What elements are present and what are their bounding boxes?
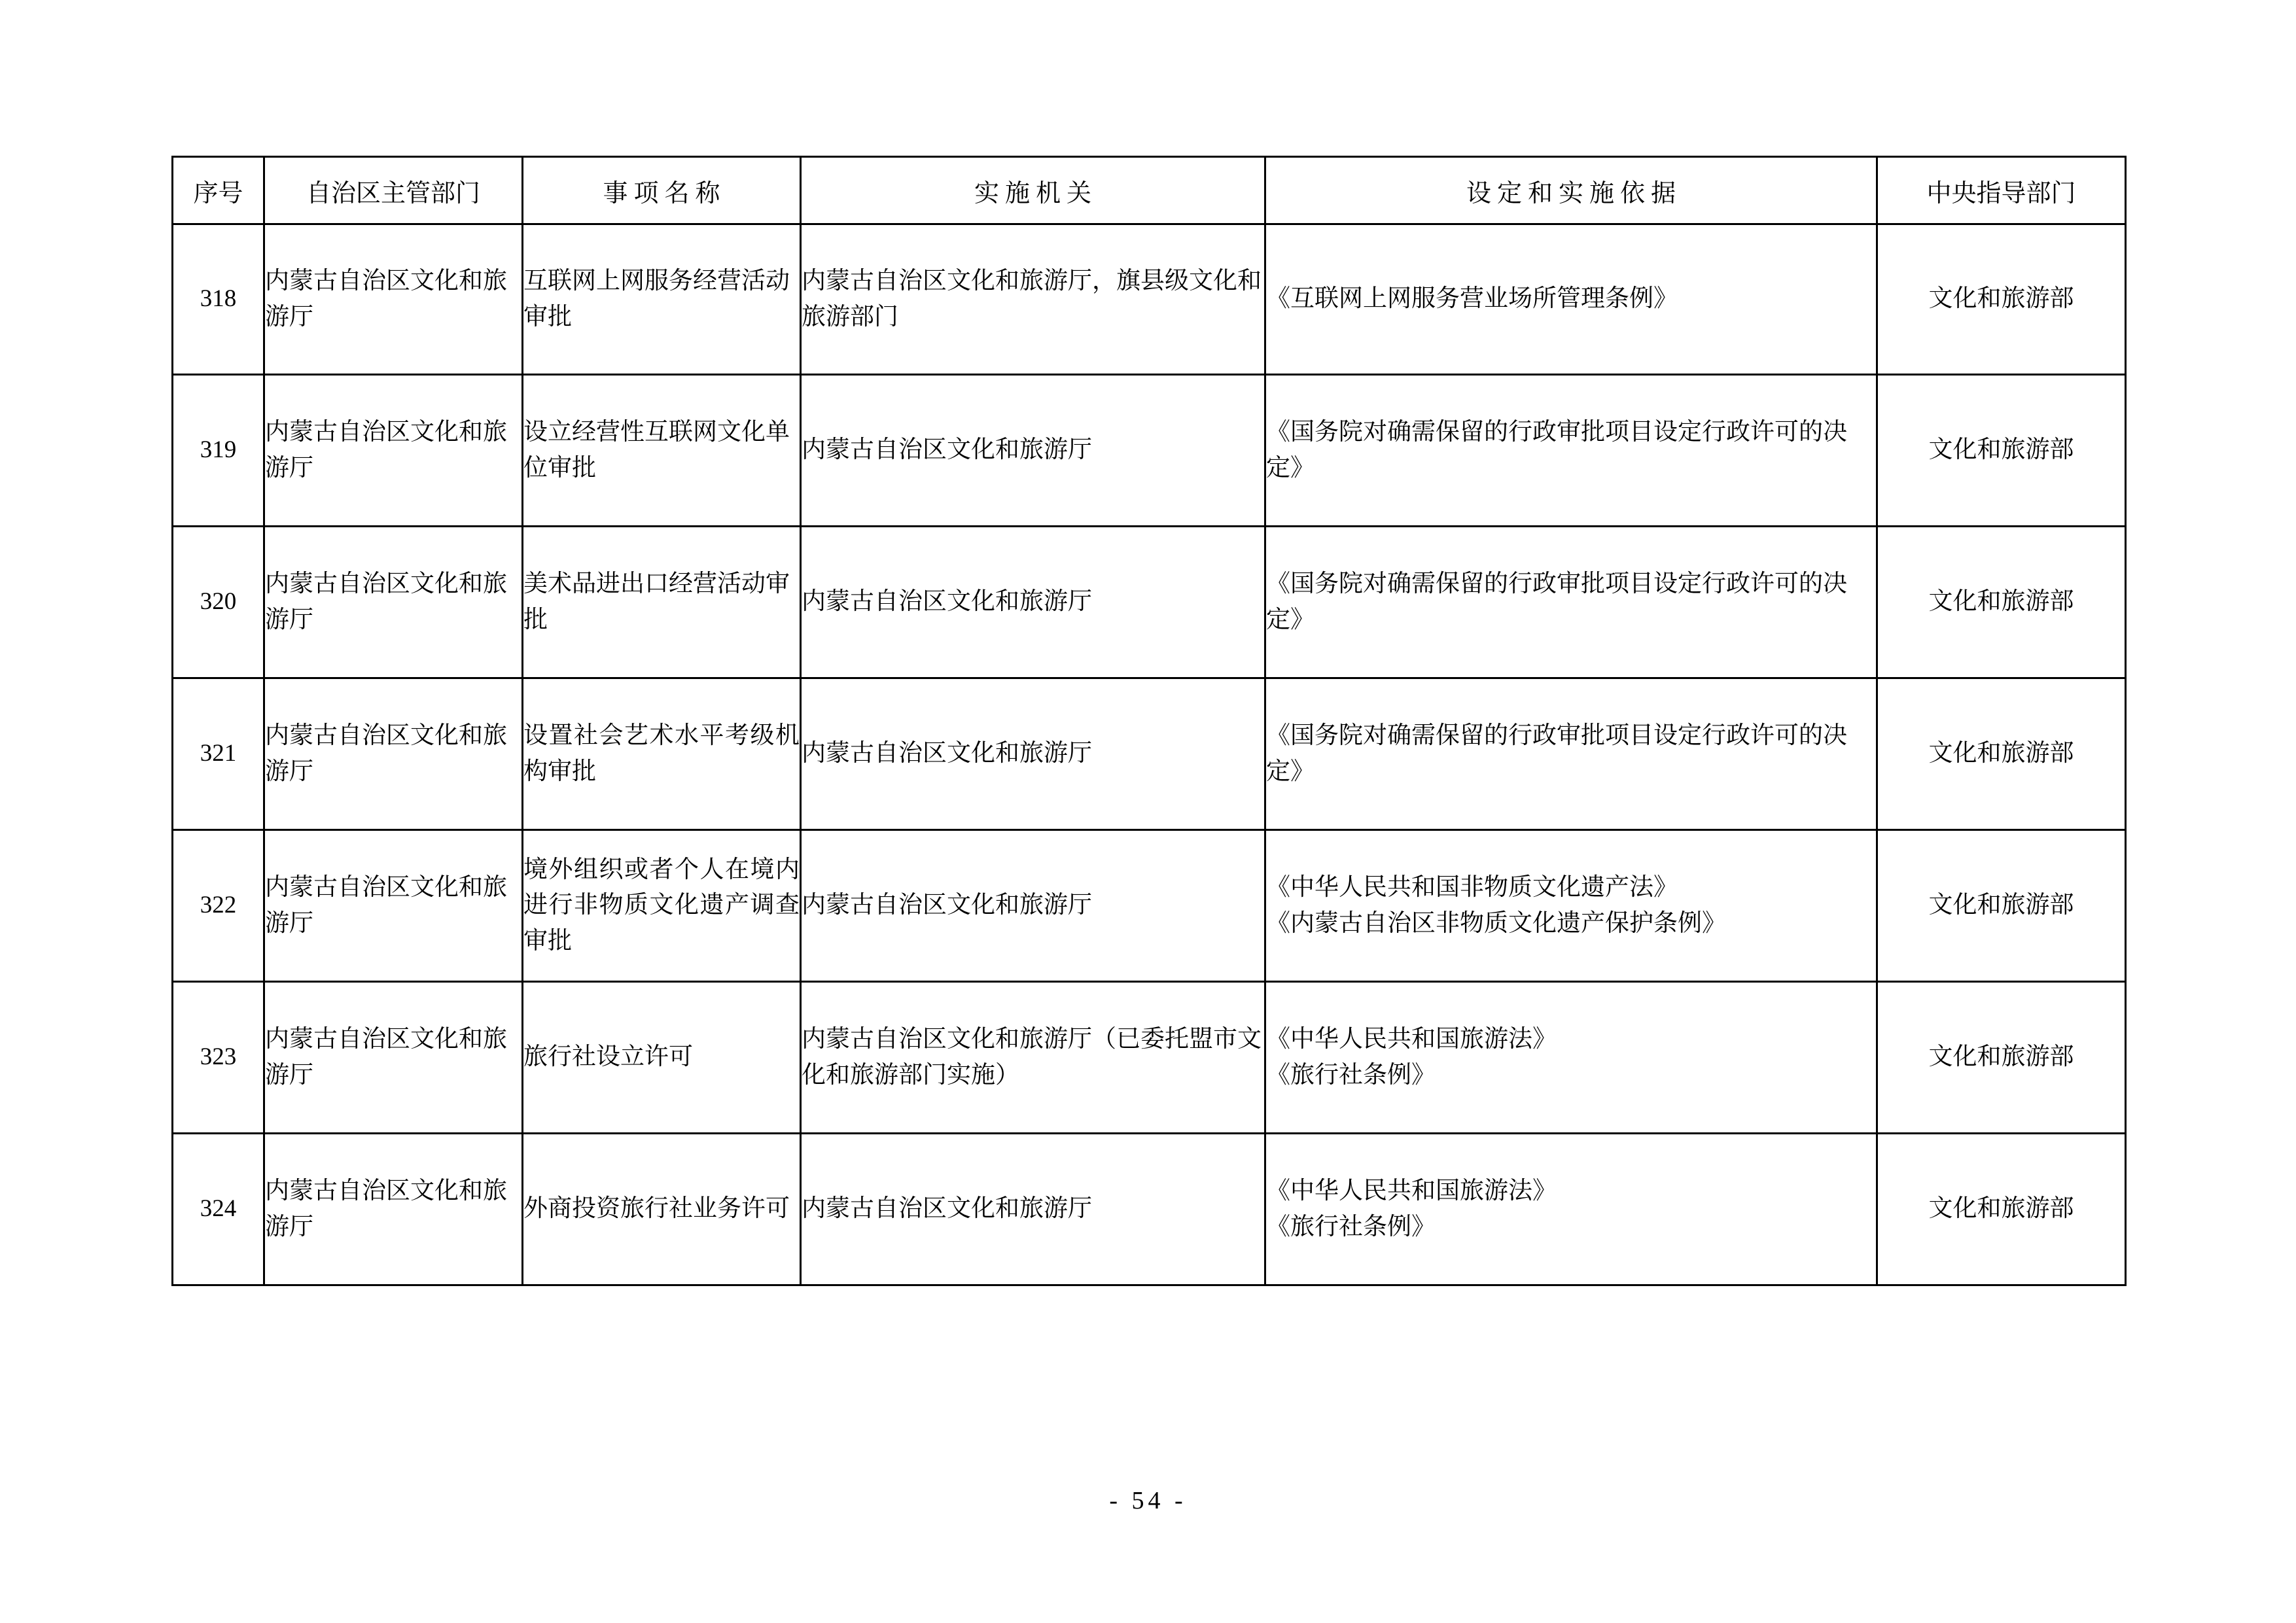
cell-item: 设立经营性互联网文化单位审批	[523, 375, 801, 527]
cell-dept: 内蒙古自治区文化和旅游厅	[264, 982, 523, 1134]
basis-line: 《内蒙古自治区非物质文化遗产保护条例》	[1266, 909, 1726, 937]
column-header-org: 实施机关	[801, 157, 1265, 224]
basis-line: 《中华人民共和国旅游法》	[1266, 1026, 1557, 1053]
cell-basis	[1265, 982, 1877, 1134]
page-number: - 54 -	[1109, 1487, 1187, 1514]
cell-seq: 319	[173, 375, 264, 527]
cell-seq: 318	[173, 224, 264, 375]
basis-line: 《国务院对确需保留的行政审批项目设定行政许可的决定》	[1266, 570, 1847, 633]
cell-basis	[1265, 375, 1877, 527]
cell-item: 境外组织或者个人在境内进行非物质文化遗产调查审批	[523, 830, 801, 982]
cell-basis	[1265, 527, 1877, 678]
cell-item: 设置社会艺术水平考级机构审批	[523, 678, 801, 830]
cell-org: 内蒙古自治区文化和旅游厅（已委托盟市文化和旅游部门实施）	[801, 982, 1265, 1134]
cell-dept: 内蒙古自治区文化和旅游厅	[264, 1134, 523, 1285]
administrative-license-table-wrapper	[171, 156, 2125, 1286]
table-row	[173, 224, 2126, 375]
cell-basis	[1265, 830, 1877, 982]
column-header-dept: 自治区主管部门	[264, 157, 523, 224]
basis-line: 《旅行社条例》	[1266, 1213, 1436, 1240]
cell-dept: 内蒙古自治区文化和旅游厅	[264, 678, 523, 830]
cell-org: 内蒙古自治区文化和旅游厅	[801, 1134, 1265, 1285]
table-row	[173, 1134, 2126, 1285]
table-row	[173, 678, 2126, 830]
cell-basis	[1265, 678, 1877, 830]
table-header	[173, 157, 2126, 224]
cell-item: 外商投资旅行社业务许可	[523, 1134, 801, 1285]
cell-central: 文化和旅游部	[1877, 678, 2126, 830]
basis-line: 《国务院对确需保留的行政审批项目设定行政许可的决定》	[1266, 419, 1847, 481]
cell-central: 文化和旅游部	[1877, 375, 2126, 527]
cell-dept: 内蒙古自治区文化和旅游厅	[264, 375, 523, 527]
cell-org: 内蒙古自治区文化和旅游厅	[801, 375, 1265, 527]
table-row	[173, 830, 2126, 982]
cell-seq: 321	[173, 678, 264, 830]
cell-seq: 324	[173, 1134, 264, 1285]
table-body	[173, 224, 2126, 1285]
column-header-basis: 设定和实施依据	[1265, 157, 1877, 224]
cell-org: 内蒙古自治区文化和旅游厅，旗县级文化和旅游部门	[801, 224, 1265, 375]
cell-central: 文化和旅游部	[1877, 224, 2126, 375]
cell-org: 内蒙古自治区文化和旅游厅	[801, 678, 1265, 830]
basis-line: 《中华人民共和国非物质文化遗产法》	[1266, 874, 1678, 901]
cell-org: 内蒙古自治区文化和旅游厅	[801, 830, 1265, 982]
cell-seq: 320	[173, 527, 264, 678]
cell-basis	[1265, 1134, 1877, 1285]
cell-dept: 内蒙古自治区文化和旅游厅	[264, 224, 523, 375]
cell-basis	[1265, 224, 1877, 375]
basis-line: 《互联网上网服务营业场所管理条例》	[1266, 285, 1678, 313]
cell-central: 文化和旅游部	[1877, 830, 2126, 982]
column-header-seq: 序号	[173, 157, 264, 224]
cell-dept: 内蒙古自治区文化和旅游厅	[264, 830, 523, 982]
basis-line: 《中华人民共和国旅游法》	[1266, 1178, 1557, 1205]
cell-item: 互联网上网服务经营活动审批	[523, 224, 801, 375]
cell-seq: 323	[173, 982, 264, 1134]
table-row	[173, 982, 2126, 1134]
administrative-license-table	[171, 156, 2127, 1286]
column-header-central: 中央指导部门	[1877, 157, 2126, 224]
cell-dept: 内蒙古自治区文化和旅游厅	[264, 527, 523, 678]
cell-central: 文化和旅游部	[1877, 527, 2126, 678]
table-header-row	[173, 157, 2126, 224]
basis-line: 《旅行社条例》	[1266, 1061, 1436, 1089]
table-row	[173, 527, 2126, 678]
table-row	[173, 375, 2126, 527]
cell-item: 旅行社设立许可	[523, 982, 801, 1134]
cell-org: 内蒙古自治区文化和旅游厅	[801, 527, 1265, 678]
basis-line: 《国务院对确需保留的行政审批项目设定行政许可的决定》	[1266, 722, 1847, 785]
cell-central: 文化和旅游部	[1877, 1134, 2126, 1285]
cell-item: 美术品进出口经营活动审批	[523, 527, 801, 678]
cell-seq: 322	[173, 830, 264, 982]
cell-central: 文化和旅游部	[1877, 982, 2126, 1134]
column-header-item: 事项名称	[523, 157, 801, 224]
